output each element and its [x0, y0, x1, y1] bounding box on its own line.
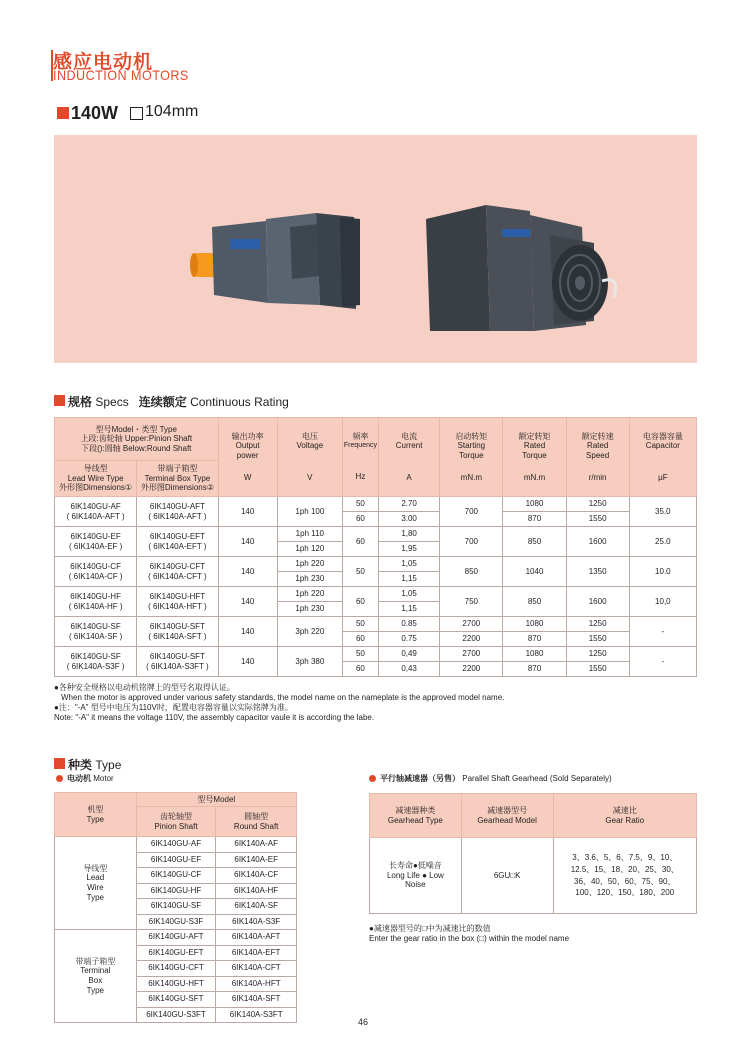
pinion-cell: 6IK140GU-EF — [136, 852, 216, 868]
table-row — [55, 837, 297, 853]
rated-speed-cell: 1550 — [566, 662, 629, 677]
pinion-cell: 6IK140GU-HF — [136, 883, 216, 899]
freq-cell: 60 — [342, 527, 378, 557]
capacitor-cell: 10,0 — [629, 587, 696, 617]
voltage-cell: 1ph 230 — [277, 572, 342, 587]
pinion-header: 齿轮轴型 Pinion Shaft — [136, 807, 216, 837]
freq-cell: 60 — [342, 632, 378, 647]
section-marker-icon — [54, 758, 65, 769]
page-title-en: INDUCTION MOTORS — [53, 67, 189, 83]
note-1-cn: ●各种安全规格以电动机铭牌上的型号名取得认证。 — [54, 683, 235, 692]
pinion-cell: 6IK140GU-CF — [136, 868, 216, 884]
current-cell: 0,49 — [378, 647, 439, 662]
motor-subheading: 电动机 Motor — [56, 773, 114, 784]
round-cell: 6IK140A-S3FT — [216, 1007, 297, 1023]
specs-notes — [54, 683, 697, 723]
voltage-cell: 1ph 230 — [277, 602, 342, 617]
rated-torque-cell: 870 — [503, 632, 566, 647]
terminal-model-cell: 6IK140GU-CFT ( 6IK140A-CFT ) — [137, 557, 218, 587]
freq-cell: 50 — [342, 617, 378, 632]
terminal-model-cell: 6IK140GU-AFT ( 6IK140A-AFT ) — [137, 497, 218, 527]
starting-torque-cell: 750 — [440, 587, 503, 617]
round-cell: 6IK140A-HF — [216, 883, 297, 899]
table-row — [55, 557, 697, 572]
type-header: 机型 Type — [55, 793, 137, 837]
rated-torque-cell: 850 — [503, 587, 566, 617]
current-cell: 1,15 — [378, 572, 439, 587]
rated-speed-cell: 1550 — [566, 512, 629, 527]
freq-cell: 60 — [342, 512, 378, 527]
rated-speed-cell: 1600 — [566, 527, 629, 557]
capacitor-cell: - — [629, 647, 696, 677]
current-cell: 0,43 — [378, 662, 439, 677]
pinion-cell: 6IK140GU-HFT — [136, 976, 216, 992]
gear-ratio-header: 减速比 Gear Ratio — [553, 794, 697, 838]
terminal-group-cell: 带端子箱型 Terminal Box Type — [55, 930, 137, 1023]
current-cell: 2.70 — [378, 497, 439, 512]
pinion-cell: 6IK140GU-S3FT — [136, 1007, 216, 1023]
model-header: 型号Model — [136, 793, 296, 807]
freq-cell: 50 — [342, 497, 378, 512]
lead-group-cell: 导线型 Lead Wire Type — [55, 837, 137, 930]
type-heading: 种类 Type — [68, 758, 122, 772]
current-cell: 0.75 — [378, 632, 439, 647]
rated-speed-cell: 1250 — [566, 497, 629, 512]
starting-torque-header: 启动转矩 Starting Torque mN.m — [440, 418, 503, 497]
output-cell: 140 — [218, 527, 277, 557]
table-row — [55, 617, 697, 632]
starting-torque-cell: 2700 — [440, 617, 503, 632]
rated-torque-cell: 870 — [503, 662, 566, 677]
page-title-cn: 感应电动机 — [53, 52, 154, 73]
motor-type-table — [54, 792, 297, 1023]
lead-model-cell: 6IK140GU-CF ( 6IK140A-CF ) — [55, 557, 137, 587]
model-header: 型号Model・类型 Type 上段:齿轮轴 Upper:Pinion Shaft 下段():圆轴 Below:Round Shaft — [55, 418, 219, 461]
voltage-cell: 1ph 100 — [277, 497, 342, 527]
table-row — [55, 497, 697, 512]
current-cell: 3.00 — [378, 512, 439, 527]
round-cell: 6IK140A-AFT — [216, 930, 297, 946]
bullet-icon — [56, 775, 63, 782]
pinion-cell: 6IK140GU-CFT — [136, 961, 216, 977]
table-row — [55, 527, 697, 542]
round-cell: 6IK140A-EFT — [216, 945, 297, 961]
page-number: 46 — [358, 1017, 369, 1027]
voltage-cell: 3ph 380 — [277, 647, 342, 677]
output-cell: 140 — [218, 617, 277, 647]
rated-speed-cell: 1250 — [566, 617, 629, 632]
model-frame-size: 104mm — [145, 103, 199, 120]
capacitor-header: 电容器容量 Capacitor μF — [629, 418, 696, 497]
starting-torque-cell: 700 — [440, 527, 503, 557]
table-row — [55, 647, 697, 662]
round-header: 圆轴型 Round Shaft — [216, 807, 297, 837]
output-cell: 140 — [218, 497, 277, 527]
bullet-icon — [369, 775, 376, 782]
round-cell: 6IK140A-AF — [216, 837, 297, 853]
table-row — [55, 587, 697, 602]
table-row — [55, 930, 297, 946]
rated-speed-cell: 1250 — [566, 647, 629, 662]
note-2-cn: ●注："-A" 型号中电压为110V时，配置电容器容量以实际铭牌为准。 — [54, 703, 293, 712]
current-cell: 0.85 — [378, 617, 439, 632]
pinion-cell: 6IK140GU-AFT — [136, 930, 216, 946]
rated-speed-cell: 1600 — [566, 587, 629, 617]
terminal-model-cell: 6IK140GU-EFT ( 6IK140A-EFT ) — [137, 527, 218, 557]
current-cell: 1,80 — [378, 527, 439, 542]
voltage-cell: 1ph 220 — [277, 557, 342, 572]
pinion-cell: 6IK140GU-AF — [136, 837, 216, 853]
capacitor-cell: - — [629, 617, 696, 647]
rated-torque-cell: 1080 — [503, 497, 566, 512]
gear-ratio-cell: 3、3.6、5、6、7.5、9、10、 12.5、15、18、20、25、30、 36、40、50、60、75、90、 100、120、150、180、200 — [553, 838, 697, 914]
voltage-cell: 1ph 220 — [277, 587, 342, 602]
freq-cell: 60 — [342, 587, 378, 617]
terminal-model-cell: 6IK140GU-HFT ( 6IK140A-HFT ) — [137, 587, 218, 617]
starting-torque-cell: 2200 — [440, 632, 503, 647]
gearhead-type-header: 减速器种类 Gearhead Type — [370, 794, 462, 838]
output-cell: 140 — [218, 647, 277, 677]
rated-torque-cell: 1080 — [503, 647, 566, 662]
freq-cell: 50 — [342, 557, 378, 587]
terminal-model-cell: 6IK140GU-SFT ( 6IK140A-S3FT ) — [137, 647, 218, 677]
gearhead-note-en: Enter the gear ratio in the box (□) within the model name — [369, 934, 570, 943]
gearhead-notes — [369, 924, 697, 944]
lead-model-cell: 6IK140GU-HF ( 6IK140A-HF ) — [55, 587, 137, 617]
round-cell: 6IK140A-CF — [216, 868, 297, 884]
round-cell: 6IK140A-EF — [216, 852, 297, 868]
gearhead-subheading: 平行轴减速器（另售） Parallel Shaft Gearhead (Sold Separately) — [369, 773, 612, 784]
lead-model-cell: 6IK140GU-SF ( 6IK140A-SF ) — [55, 617, 137, 647]
rated-torque-cell: 1080 — [503, 617, 566, 632]
pinion-cell: 6IK140GU-EFT — [136, 945, 216, 961]
round-cell: 6IK140A-CFT — [216, 961, 297, 977]
output-cell: 140 — [218, 587, 277, 617]
rated-speed-cell: 1350 — [566, 557, 629, 587]
freq-cell: 50 — [342, 647, 378, 662]
gearhead-model-cell: 6GU□K — [461, 838, 553, 914]
voltage-cell: 3ph 220 — [277, 617, 342, 647]
round-cell: 6IK140A-HFT — [216, 976, 297, 992]
gearhead-type-cell: 长寿命●低噪音 Long Life ● Low Noise — [370, 838, 462, 914]
output-header: 输出功率 Output power W — [218, 418, 277, 497]
rated-speed-cell: 1550 — [566, 632, 629, 647]
lead-model-cell: 6IK140GU-AF ( 6IK140A-AFT ) — [55, 497, 137, 527]
gearhead-model-header: 减速器型号 Gearhead Model — [461, 794, 553, 838]
freq-cell: 60 — [342, 662, 378, 677]
current-header: 电流 Current A — [378, 418, 439, 497]
round-cell: 6IK140A-SFT — [216, 992, 297, 1008]
voltage-cell: 1ph 110 — [277, 527, 342, 542]
specs-table — [54, 417, 697, 677]
section-marker-icon — [54, 395, 65, 406]
starting-torque-cell: 850 — [440, 557, 503, 587]
terminal-model-cell: 6IK140GU-SFT ( 6IK140A-SFT ) — [137, 617, 218, 647]
square-frame-icon — [130, 107, 143, 120]
note-2-en: Note: "-A" it means the voltage 110V, the assembly capacitor vaule it is according the labe. — [54, 713, 375, 722]
lead-model-cell: 6IK140GU-SF ( 6IK140A-S3F ) — [55, 647, 137, 677]
lead-model-cell: 6IK140GU-EF ( 6IK140A-EF ) — [55, 527, 137, 557]
starting-torque-cell: 2200 — [440, 662, 503, 677]
lead-type-header: 导线型 Lead Wire Type 外形图Dimensions① — [55, 461, 137, 497]
capacitor-cell: 10.0 — [629, 557, 696, 587]
gearhead-table — [369, 793, 697, 914]
model-marker-icon — [57, 107, 69, 119]
specs-heading: 规格 Specs 连续额定 Continuous Rating — [68, 395, 289, 409]
model-power: 140W — [71, 103, 119, 123]
motor-illustration — [54, 135, 697, 363]
capacitor-cell: 25.0 — [629, 527, 696, 557]
voltage-header: 电压 Voltage V — [277, 418, 342, 497]
round-cell: 6IK140A-S3F — [216, 914, 297, 930]
rated-torque-cell: 850 — [503, 527, 566, 557]
note-1-en: When the motor is approved under various safety standards, the model name on the nameplate is the approved model name. — [61, 693, 505, 702]
starting-torque-cell: 2700 — [440, 647, 503, 662]
pinion-cell: 6IK140GU-SF — [136, 899, 216, 915]
current-cell: 1,95 — [378, 542, 439, 557]
current-cell: 1,05 — [378, 557, 439, 572]
round-cell: 6IK140A-SF — [216, 899, 297, 915]
pinion-cell: 6IK140GU-SFT — [136, 992, 216, 1008]
current-cell: 1,05 — [378, 587, 439, 602]
starting-torque-cell: 700 — [440, 497, 503, 527]
gearhead-note-cn: ●减速器型号的□中为减速比的数值 — [369, 924, 491, 933]
rated-torque-cell: 1040 — [503, 557, 566, 587]
capacitor-cell: 35.0 — [629, 497, 696, 527]
pinion-cell: 6IK140GU-S3F — [136, 914, 216, 930]
terminal-type-header: 带端子箱型 Terminal Box Type 外形图Dimensions② — [137, 461, 218, 497]
rated-torque-header: 额定转矩 Rated Torque mN.m — [503, 418, 566, 497]
output-cell: 140 — [218, 557, 277, 587]
current-cell: 1,15 — [378, 602, 439, 617]
rated-torque-cell: 870 — [503, 512, 566, 527]
voltage-cell: 1ph 120 — [277, 542, 342, 557]
table-row — [370, 838, 697, 914]
rated-speed-header: 额定转速 Rated Speed r/min — [566, 418, 629, 497]
freq-header: 频率 Frequency Hz — [342, 418, 378, 497]
product-photo — [54, 135, 697, 363]
